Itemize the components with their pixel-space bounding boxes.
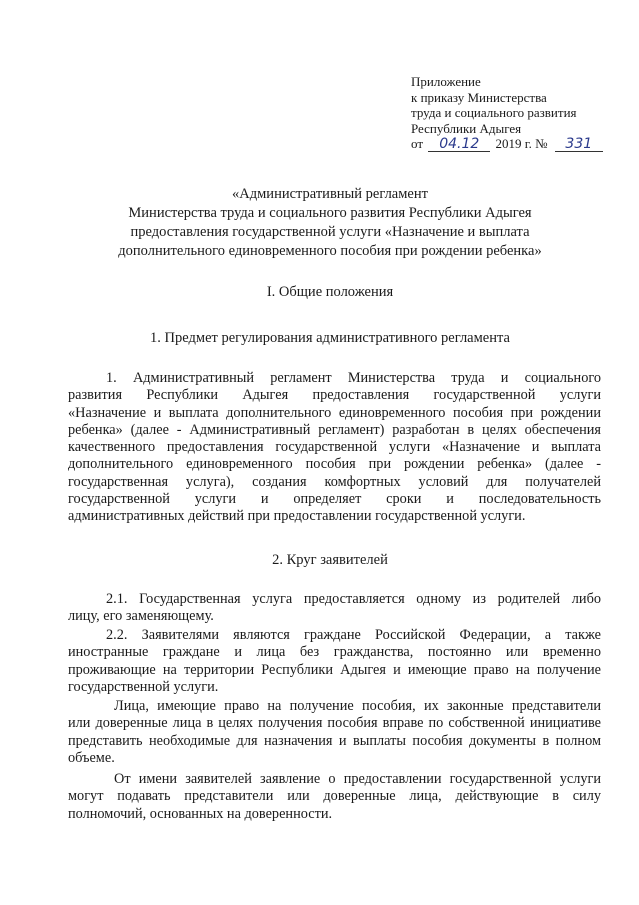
subsection-heading-2: 2. Круг заявителей: [272, 552, 388, 568]
paragraph-line: полномочий, основанных на доверенности.: [68, 805, 333, 822]
paragraph-line: административных действий при предоставлении государственной услуги.: [68, 508, 526, 525]
order-date-line: [411, 136, 603, 152]
paragraph-line: качественного предоставления государственной услуги «Назначение и выплата: [68, 439, 601, 456]
appendix-line: к приказу Министерства: [411, 89, 547, 105]
paragraph-line: проживающие на территории Республики Адыгея и имеющие право на получение: [68, 661, 601, 678]
paragraph-line: дополнительного единовременного пособия при рождении ребенка» (далее -: [68, 456, 601, 473]
paragraph-line: Лица, имеющие право на получение пособия, их законные представители: [114, 698, 601, 714]
paragraph-line: развития Республики Адыгея предоставления государственной услуги: [68, 387, 601, 404]
paragraph-line: 2.1. Государственная услуга предоставляется одному из родителей либо: [106, 591, 601, 607]
paragraph-line: От имени заявителей заявление о предоставлении государственной услуги: [114, 771, 601, 787]
paragraph-line: объеме.: [68, 749, 115, 766]
paragraph-line: ребенка» (далее - Административный регламент) разработан в целях обеспечения: [68, 421, 601, 438]
from-label: от: [411, 136, 424, 151]
appendix-line: труда и социального развития: [411, 105, 577, 120]
paragraph-line: государственной услуги.: [68, 678, 219, 695]
document-title: [60, 185, 600, 261]
paragraph-2-3: [68, 698, 601, 767]
section-heading: I. Общие положения: [266, 284, 394, 300]
paragraph-2-2: [68, 627, 601, 696]
paragraph-line: или доверенные лица в целях получения пособия вправе по собственной инициативе: [68, 715, 601, 732]
handwritten-date: 04.12: [428, 137, 490, 152]
appendix-line: Республики Адыгея: [411, 120, 522, 136]
title-line: дополнительного единовременного пособия при рождении ребенка»: [118, 243, 542, 259]
paragraph-line: представить необходимые для назначения и выплаты пособия документы в полном: [68, 732, 601, 749]
paragraph-line: государственной услуги и определяет сроки и последовательность: [68, 491, 601, 508]
handwritten-order-number: 331: [555, 137, 603, 152]
paragraph-line: 1. Административный регламент Министерства труда и социального: [106, 370, 601, 386]
title-line: предоставления государственной услуги «Назначение и выплата: [130, 224, 530, 240]
paragraph-line: «Назначение и выплата дополнительного единовременного пособия при рождении: [68, 404, 601, 421]
appendix-block: [411, 74, 603, 152]
paragraph-1: [68, 370, 601, 526]
paragraph-line: 2.2. Заявителями являются граждане Российской Федерации, а также: [106, 627, 601, 643]
appendix-line: Приложение: [411, 74, 481, 89]
paragraph-2-4: [68, 771, 601, 823]
paragraph-line: государственная услуга), создания комфортных условий для получателей: [68, 473, 601, 490]
title-line: «Административный регламент: [232, 186, 428, 202]
title-line: Министерства труда и социального развития Республики Адыгея: [128, 205, 532, 221]
year-label: 2019 г. №: [495, 136, 548, 151]
paragraph-2-1: [68, 591, 601, 626]
paragraph-line: иностранные граждане и лица без гражданства, постоянно или временно: [68, 644, 601, 661]
subsection-heading-1: 1. Предмет регулирования административного регламента: [150, 330, 510, 346]
paragraph-line: могут подавать представители или доверенные лица, действующие в силу: [68, 788, 601, 805]
paragraph-line: лицу, его заменяющему.: [68, 608, 214, 625]
